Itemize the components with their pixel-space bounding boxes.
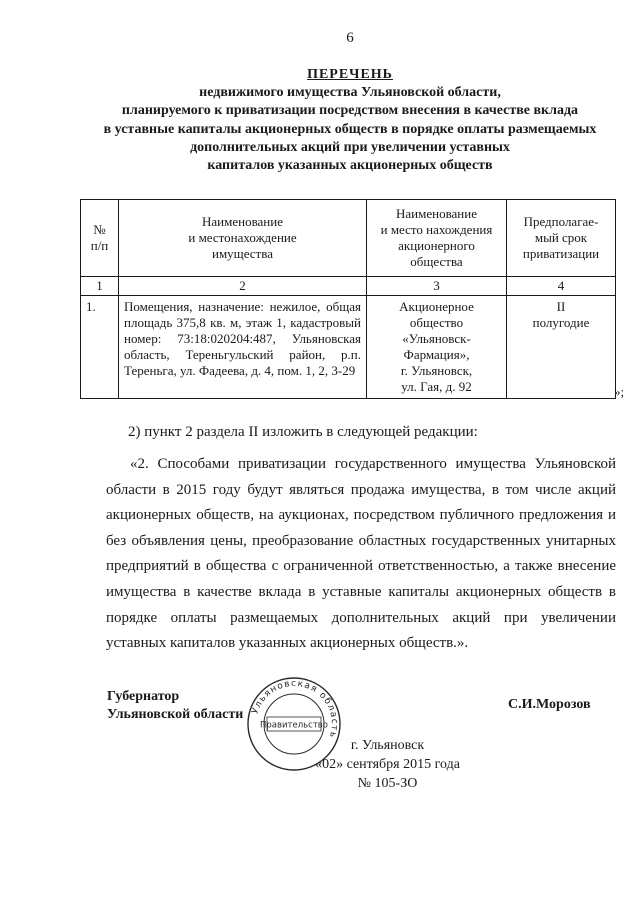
page-number: 6 [346,30,354,46]
company-info: Акционерное общество «Ульяновск- Фармация», г. Ульяновск, ул. Гая, д. 92 [367,296,507,399]
table-header-row [81,200,616,277]
paragraph-amendment: 2) пункт 2 раздела II изложить в следующей редакции: [128,424,478,440]
column-number: 4 [507,277,616,296]
column-number: 2 [119,277,367,296]
header-company: Наименование и место нахождения акционерного общества [367,200,507,277]
heading-line: планируемого к приватизации посредством внесения в качестве вклада [121,103,579,119]
row-number: 1. [81,296,119,399]
heading-line: дополнительных акций при увеличении уставных [190,139,510,155]
column-number: 3 [367,277,507,296]
signatory-position [107,688,243,724]
document-heading [60,66,640,175]
table-closing-quote: »; [614,384,625,399]
position-line: Губернатор [107,689,180,704]
city: г. Ульяновск [350,738,425,753]
signatory-name: С.И.Морозов [508,697,591,712]
header-term: Предполагае- мый срок приватизации [507,200,616,277]
seal-ring-text: Ульяновская область [250,678,340,740]
header-property: Наименование и местонахождение имущества [119,200,367,277]
privatization-term: II полугодие [507,296,616,399]
table-row [81,296,616,399]
seal-center-text: Правительство [260,720,328,731]
heading-line: капиталов указанных акционерных обществ [207,158,493,174]
heading-title: ПЕРЕЧЕНЬ [307,67,393,82]
column-number-row [81,277,616,296]
place-and-date [300,736,475,793]
paragraph-new-text: «2. Способами приватизации государственного имущества Ульяновской области в 2015 году будут являться продажа имущества, в том числе акций акционерных обществ, на аукционах, посредством публичного предложения и без объявления цены, преобразование областных государственных унитарных предприятий в общества с ограниченной ответственностью, а также внесение имущества в качестве вклада в уставные капиталы акционерных обществ в порядке оплаты размещаемых дополнительных акций при увеличении уставных капиталов указанных акционерных обществ.». [106,456,616,652]
property-description: Помещения, назначение: нежилое, общая площадь 375,8 кв. м, этаж 1, кадастровый номер: 73:18:020204:487, Ульяновская область, Тереньгульский район, р.п. Тереньга, ул. Фадеева, д. 4, пом. 1, 2, 3-29 [119,296,367,399]
heading-line: в уставные капиталы акционерных обществ в порядке оплаты размещаемых [103,121,597,137]
column-number: 1 [81,277,119,296]
property-table [80,199,616,399]
position-line: Ульяновской области [107,707,244,722]
header-number: № п/п [81,200,119,277]
law-number: № 105-ЗО [357,776,418,791]
heading-line: недвижимого имущества Ульяновской области, [199,85,501,101]
date: «02» сентября 2015 года [315,757,460,772]
